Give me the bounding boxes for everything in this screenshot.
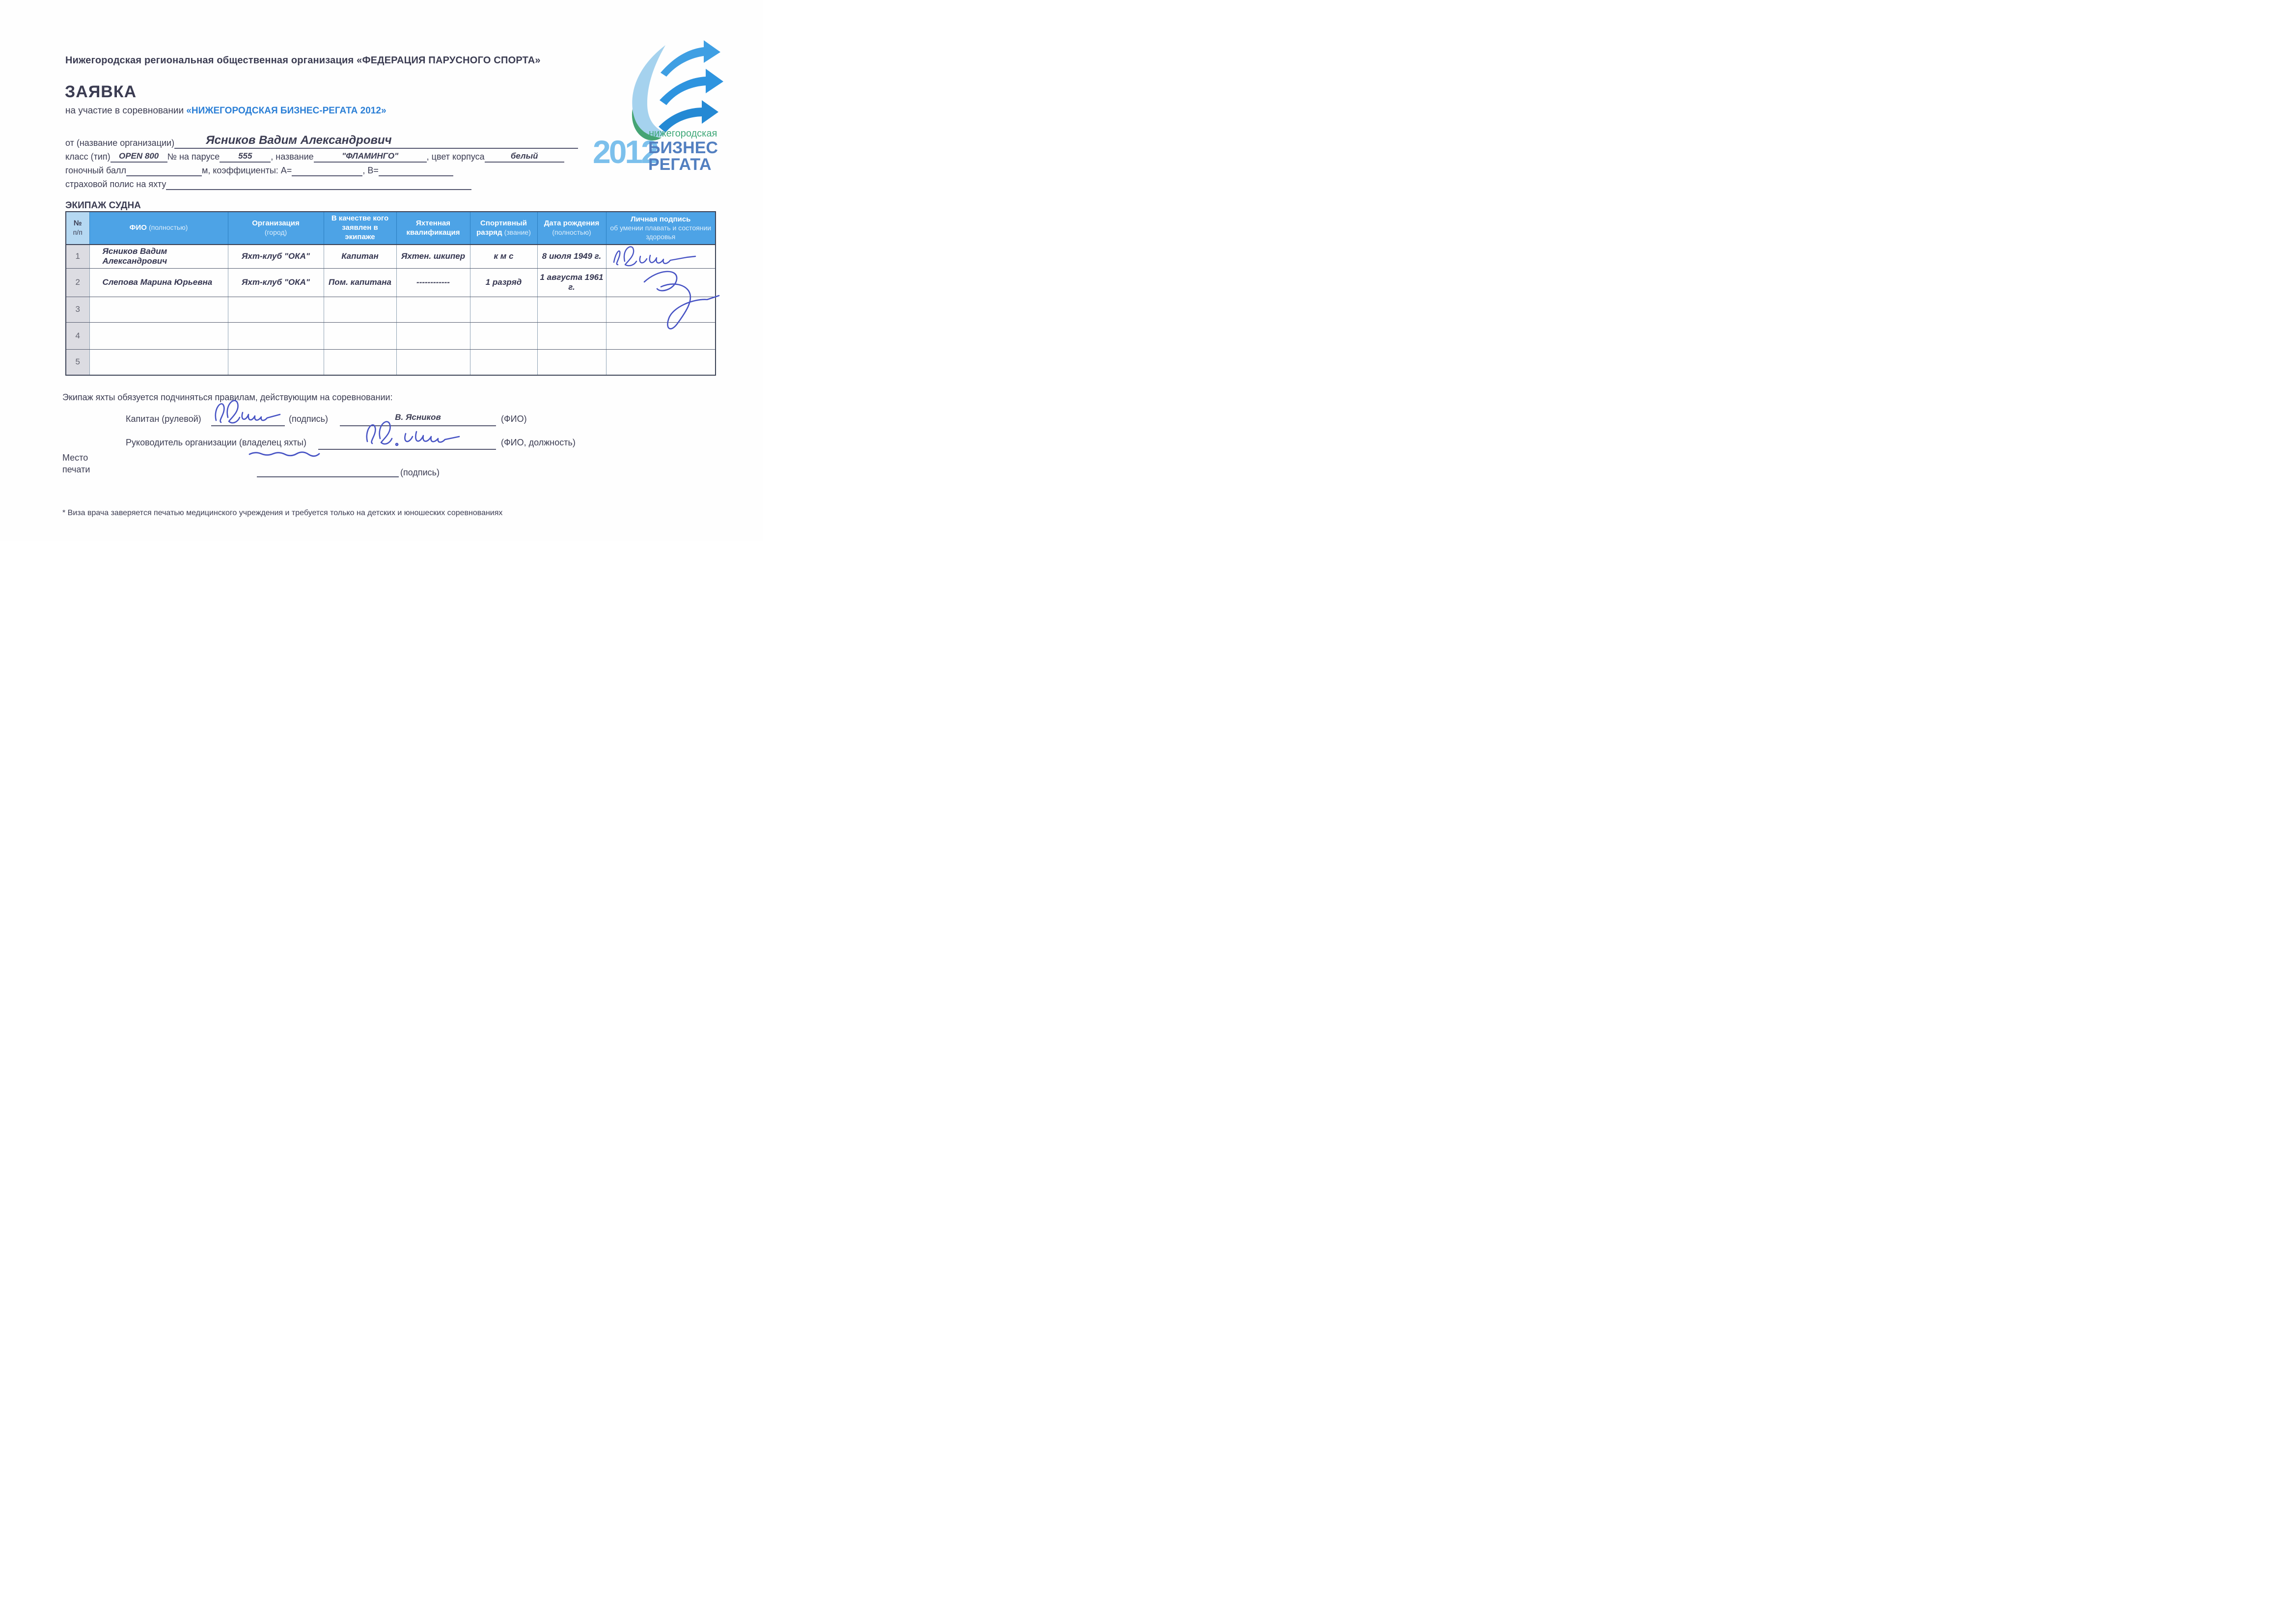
cell-qual — [396, 349, 470, 375]
col-header-signature: Личная подпись об умении плавать и состоянии здоровья — [606, 212, 716, 245]
cell-qual: Яхтен. шкипер — [396, 245, 470, 268]
logo-sail-arrows — [659, 40, 723, 133]
logo-word-business: БИЗНЕС — [648, 138, 718, 157]
col-header-rank: Спортивный разряд (звание) — [470, 212, 537, 245]
organization-header: Нижегородская региональная общественная организация «ФЕДЕРАЦИЯ ПАРУСНОГО СПОРТА» — [65, 55, 541, 66]
cell-qual — [396, 297, 470, 322]
cell-rank — [470, 322, 537, 349]
class-label: класс (тип) — [65, 152, 110, 162]
subtitle-prefix: на участие в соревновании — [65, 106, 187, 116]
form-line-insurance — [65, 179, 471, 190]
cell-num: 5 — [66, 349, 89, 375]
bottom-signature-line — [257, 476, 399, 477]
coefficients-label: м, коэффициенты: А= — [201, 165, 292, 175]
rules-statement: Экипаж яхты обязуется подчиняться правилам, действующим на соревновании: — [62, 392, 393, 402]
from-label: от (название организации) — [65, 138, 175, 148]
logo-city-word: нижегородская — [649, 128, 717, 139]
crew-row-3 — [66, 297, 716, 322]
cell-dob — [537, 297, 606, 322]
cell-role — [324, 297, 396, 322]
owner-signature — [359, 415, 471, 454]
cell-rank — [470, 297, 537, 322]
cell-fio: Ясников Вадим Александрович — [89, 245, 228, 268]
col-header-organization: Организация (город) — [228, 212, 324, 245]
crew-table-header-row — [66, 212, 716, 245]
form-line-rating — [65, 165, 453, 176]
logo-year: 2012 — [593, 134, 657, 170]
captain-name-value: В. Ясников — [395, 413, 441, 422]
cell-role: Капитан — [324, 245, 396, 268]
seal-place-line2: печати — [62, 465, 90, 474]
cell-fio: Слепова Марина Юрьевна — [89, 268, 228, 297]
class-field: OPEN 800 — [110, 151, 167, 163]
col-header-num: № п/п — [66, 212, 89, 245]
cell-dob — [537, 322, 606, 349]
form-line-class — [65, 151, 564, 163]
crew-row-2-signature — [633, 265, 728, 339]
crew-table — [65, 211, 716, 376]
col-header-role: В качестве кого заявлен в экипаже — [324, 212, 396, 245]
cell-fio — [89, 297, 228, 322]
cell-num: 2 — [66, 268, 89, 297]
hull-color-field: белый — [485, 151, 564, 163]
fio-position-caption: (ФИО, должность) — [501, 438, 576, 447]
col-header-birthdate: Дата рождения (полностью) — [537, 212, 606, 245]
crew-row-4 — [66, 322, 716, 349]
organization-name-field: Ясников Вадим Александрович — [174, 134, 578, 149]
regatta-logo — [592, 40, 739, 174]
coeff-b-field — [379, 175, 453, 176]
boat-name-field: "ФЛАМИНГО" — [314, 151, 427, 163]
logo-sail-swoosh — [632, 45, 665, 137]
owner-label: Руководитель организации (владелец яхты) — [126, 438, 306, 447]
page-title: ЗАЯВКА — [65, 83, 137, 101]
col-header-fio: ФИО (полностью) — [89, 212, 228, 245]
sail-number-field: 555 — [220, 151, 271, 163]
form-line-organization — [65, 134, 578, 149]
bottom-signature-caption: (подпись) — [400, 468, 440, 477]
cell-org: Яхт-клуб "ОКА" — [228, 245, 324, 268]
cell-rank — [470, 349, 537, 375]
cell-num: 1 — [66, 245, 89, 268]
boat-name-label: , название — [271, 152, 314, 162]
insurance-label: страховой полис на яхту — [65, 179, 166, 189]
cell-rank: к м с — [470, 245, 537, 268]
cell-num: 3 — [66, 297, 89, 322]
signature-caption: (подпись) — [289, 414, 329, 424]
cell-dob: 1 августа 1961 г. — [537, 268, 606, 297]
hull-color-label: , цвет корпуса — [426, 152, 485, 162]
cell-signature — [606, 349, 716, 375]
cell-rank: 1 разряд — [470, 268, 537, 297]
cell-num: 4 — [66, 322, 89, 349]
crew-row-5 — [66, 349, 716, 375]
cell-dob: 8 июля 1949 г. — [537, 245, 606, 268]
cell-role — [324, 322, 396, 349]
page-subtitle — [65, 106, 386, 116]
coeff-b-label: , В= — [362, 165, 379, 175]
cell-qual — [396, 322, 470, 349]
col-header-qualification: Яхтенная квалификация — [396, 212, 470, 245]
fio-caption: (ФИО) — [501, 414, 527, 424]
crew-section-title: ЭКИПАЖ СУДНА — [65, 200, 141, 211]
cell-role: Пом. капитана — [324, 268, 396, 297]
logo-word-regatta: РЕГАТА — [648, 155, 712, 174]
captain-signature — [208, 396, 289, 431]
competition-name: «НИЖЕГОРОДСКАЯ БИЗНЕС-РЕГАТА 2012» — [186, 106, 386, 116]
owner-signature-underline — [248, 450, 321, 457]
scanned-application-form — [0, 0, 763, 541]
cell-org — [228, 349, 324, 375]
coeff-a-field — [292, 175, 362, 176]
seal-place-line1: Место — [62, 453, 88, 463]
cell-org — [228, 322, 324, 349]
cell-qual: ------------ — [396, 268, 470, 297]
cell-dob — [537, 349, 606, 375]
rating-label: гоночный балл — [65, 165, 126, 175]
rating-field — [126, 175, 202, 176]
sail-number-label: № на парусе — [167, 152, 220, 162]
doctor-visa-note: * Виза врача заверяется печатью медицинского учреждения и требуется только на детских и юношеских соревнованиях — [62, 509, 503, 517]
insurance-field — [166, 189, 471, 190]
cell-org — [228, 297, 324, 322]
cell-role — [324, 349, 396, 375]
captain-label: Капитан (рулевой) — [126, 414, 201, 424]
cell-org: Яхт-клуб "ОКА" — [228, 268, 324, 297]
crew-row-2 — [66, 268, 716, 297]
cell-fio — [89, 349, 228, 375]
cell-fio — [89, 322, 228, 349]
